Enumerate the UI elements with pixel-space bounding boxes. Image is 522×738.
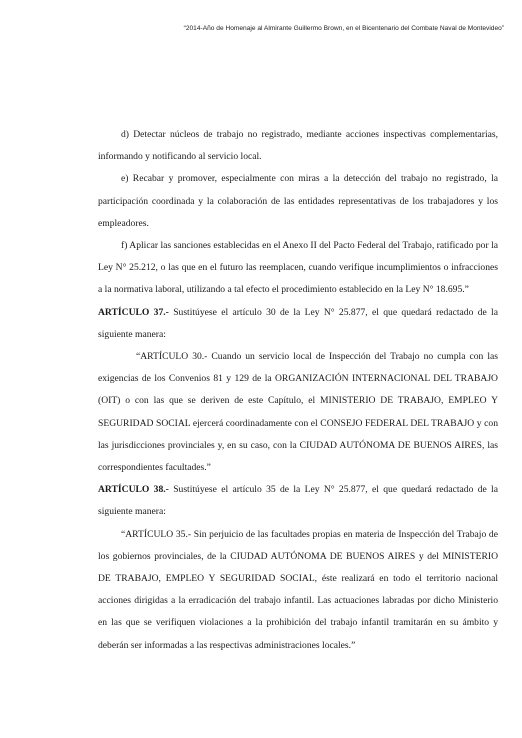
- article-37-label: ARTÍCULO 37.-: [98, 306, 169, 318]
- page-header: “2014-Año de Homenaje al Almirante Guillermo Brown, en el Bicentenario del Combate Naval de Montevideo”: [183, 25, 504, 32]
- document-body: [98, 124, 498, 657]
- article-38: [98, 479, 498, 523]
- article-38-quote: “ARTÍCULO 35.- Sin perjuicio de las facultades propias en materia de Inspección del Trabajo de los gobiernos provinciales, de la CIUDAD AUTÓNOMA DE BUENOS AIRES y del MINISTERIO DE TRABAJO, EMPLEO Y SEGURIDAD SOCIAL, éste realizará en todo el territorio nacional acciones dirigidas a la erradicación del trabajo infantil. Las actuaciones labradas por dicho Ministerio en las que se verifiquen violaciones a la prohibición del trabajo infantil tramitarán en su ámbito y deberán ser informadas a las respectivas administraciones locales.”: [98, 528, 498, 651]
- article-38-label: ARTÍCULO 38.-: [98, 484, 169, 496]
- article-38-intro: Sustitúyese el artículo 35 de la Ley N° 25.877, el que quedará redactado de la siguiente manera:: [98, 484, 498, 518]
- article-37: [98, 302, 498, 346]
- article-37-quote: “ARTÍCULO 30.- Cuando un servicio local de Inspección del Trabajo no cumpla con las exigencias de los Convenios 81 y 129 de la ORGANIZACIÓN INTERNACIONAL DEL TRABAJO (OIT) o con las que se deriven de este Capítulo, el MINISTERIO DE TRABAJO, EMPLEO Y SEGURIDAD SOCIAL ejercerá coordinadamente con el CONSEJO FEDERAL DEL TRABAJO y con las jurisdicciones provinciales y, en su caso, con la CIUDAD AUTÓNOMA DE BUENOS AIRES, las correspondientes facultades.”: [98, 351, 498, 474]
- paragraph-f: f) Aplicar las sanciones establecidas en el Anexo II del Pacto Federal del Trabajo, ratificado por la Ley N° 25.212, o las que en el futuro las reemplacen, cuando verifique incumplimientos o infracciones a la normativa laboral, utilizando a tal efecto el procedimiento establecido en la Ley N° 18.695.”: [98, 240, 498, 296]
- paragraph-e: e) Recabar y promover, especialmente con miras a la detección del trabajo no registrado, la participación coordinada y la colaboración de las entidades representativas de los trabajadores y los empleadores.: [98, 173, 498, 229]
- article-37-intro: Sustitúyese el artículo 30 de la Ley N° 25.877, el que quedará redactado de la siguiente manera:: [98, 306, 498, 340]
- paragraph-d: d) Detectar núcleos de trabajo no registrado, mediante acciones inspectivas complementarias, informando y notificando al servicio local.: [98, 129, 498, 163]
